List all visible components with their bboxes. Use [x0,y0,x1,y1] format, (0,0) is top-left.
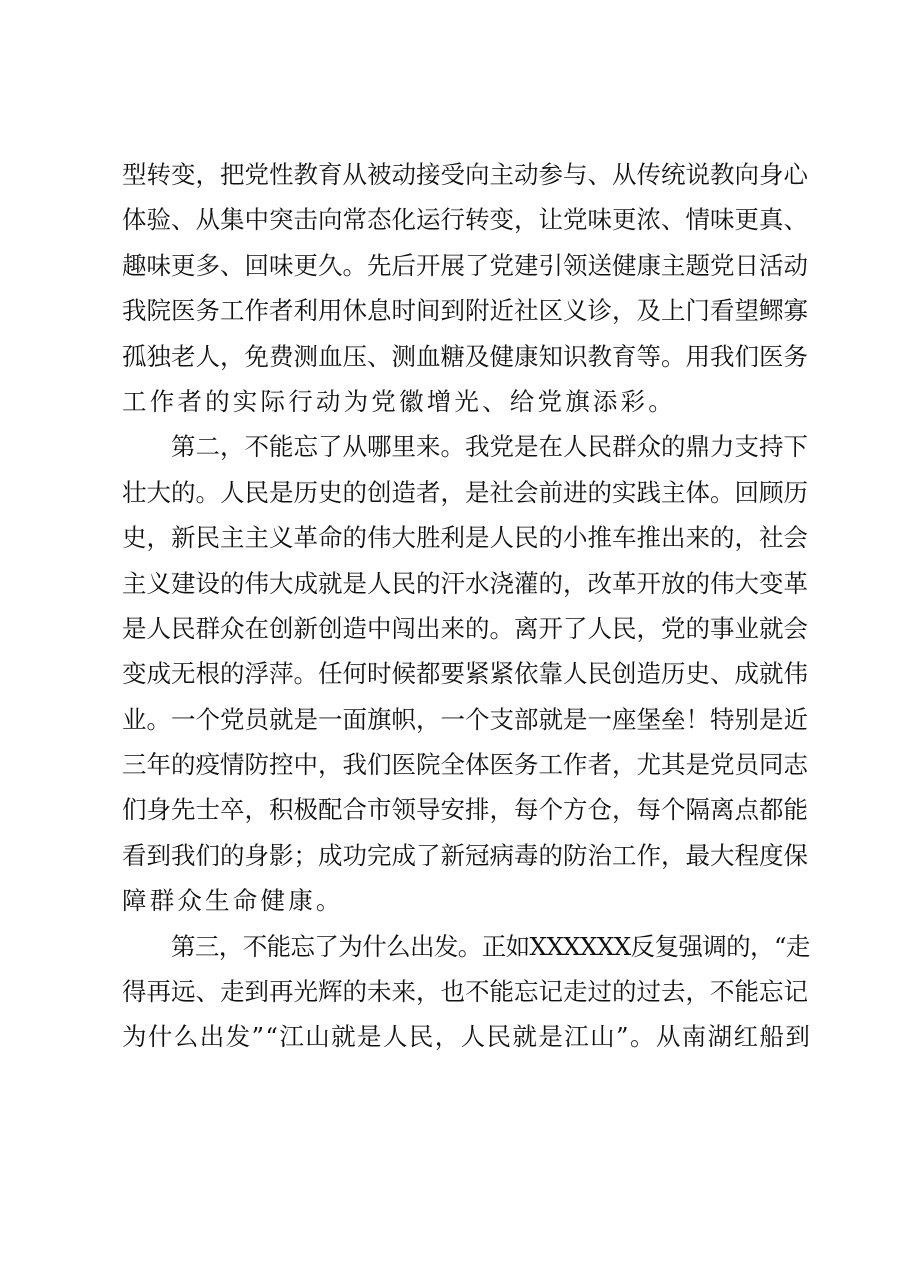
text-line: 壮大的。人民是历史的创造者，是社会前进的实践主体。回顾历 [122,477,808,507]
text-line: 工作者的实际行动为党徽增光、给党旗添彩。 [122,386,676,416]
text-line: 体验、从集中突击向常态化运行转变，让党味更浓、情味更真、 [122,205,808,235]
text-line: 我院医务工作者利用休息时间到附近社区义诊，及上门看望鳏寡 [122,296,808,326]
text-line: 们身先士卒，积极配合市领导安排，每个方仓，每个隔离点都能 [122,795,808,825]
text-line: 为什么出发”“江山就是人民，人民就是江山”。从南湖红船到 [122,1022,812,1052]
text-line: 得再远、走到再光辉的未来，也不能忘记走过的过去，不能忘记 [122,977,808,1007]
text-line: 业。一个党员就是一面旗帜，一个支部就是一座堡垒！特别是近 [122,704,808,734]
text-line: 看到我们的身影；成功完成了新冠病毒的防治工作，最大程度保 [122,840,808,870]
text-line: 型转变，把党性教育从被动接受向主动参与、从传统说教向身心 [122,160,808,189]
text-line: 是人民群众在创新创造中闯出来的。离开了人民，党的事业就会 [122,613,808,643]
paragraph-first-line: 第三，不能忘了为什么出发。正如XXXXXX反复强调的，“走 [171,931,810,961]
text-line: 主义建设的伟大成就是人民的汗水浇灌的，改革开放的伟大变革 [122,568,808,598]
text-line: 变成无根的浮萍。任何时候都要紧紧依靠人民创造历史、成就伟 [122,659,808,689]
text-line: 趣味更多、回味更久。先后开展了党建引领送健康主题党日活动 [122,250,808,280]
text-line: 孤独老人，免费测血压、测血糖及健康知识教育等。用我们医务 [122,341,808,371]
text-line: 史，新民主主义革命的伟大胜利是人民的小推车推出来的，社会 [122,523,808,553]
document-body [122,152,812,1060]
paragraph-first-line: 第二，不能忘了从哪里来。我党是在人民群众的鼎力支持下 [171,432,808,462]
text-line: 三年的疫情防控中，我们医院全体医务工作者，尤其是党员同志 [122,750,808,780]
text-line: 障群众生命健康。 [122,886,344,916]
